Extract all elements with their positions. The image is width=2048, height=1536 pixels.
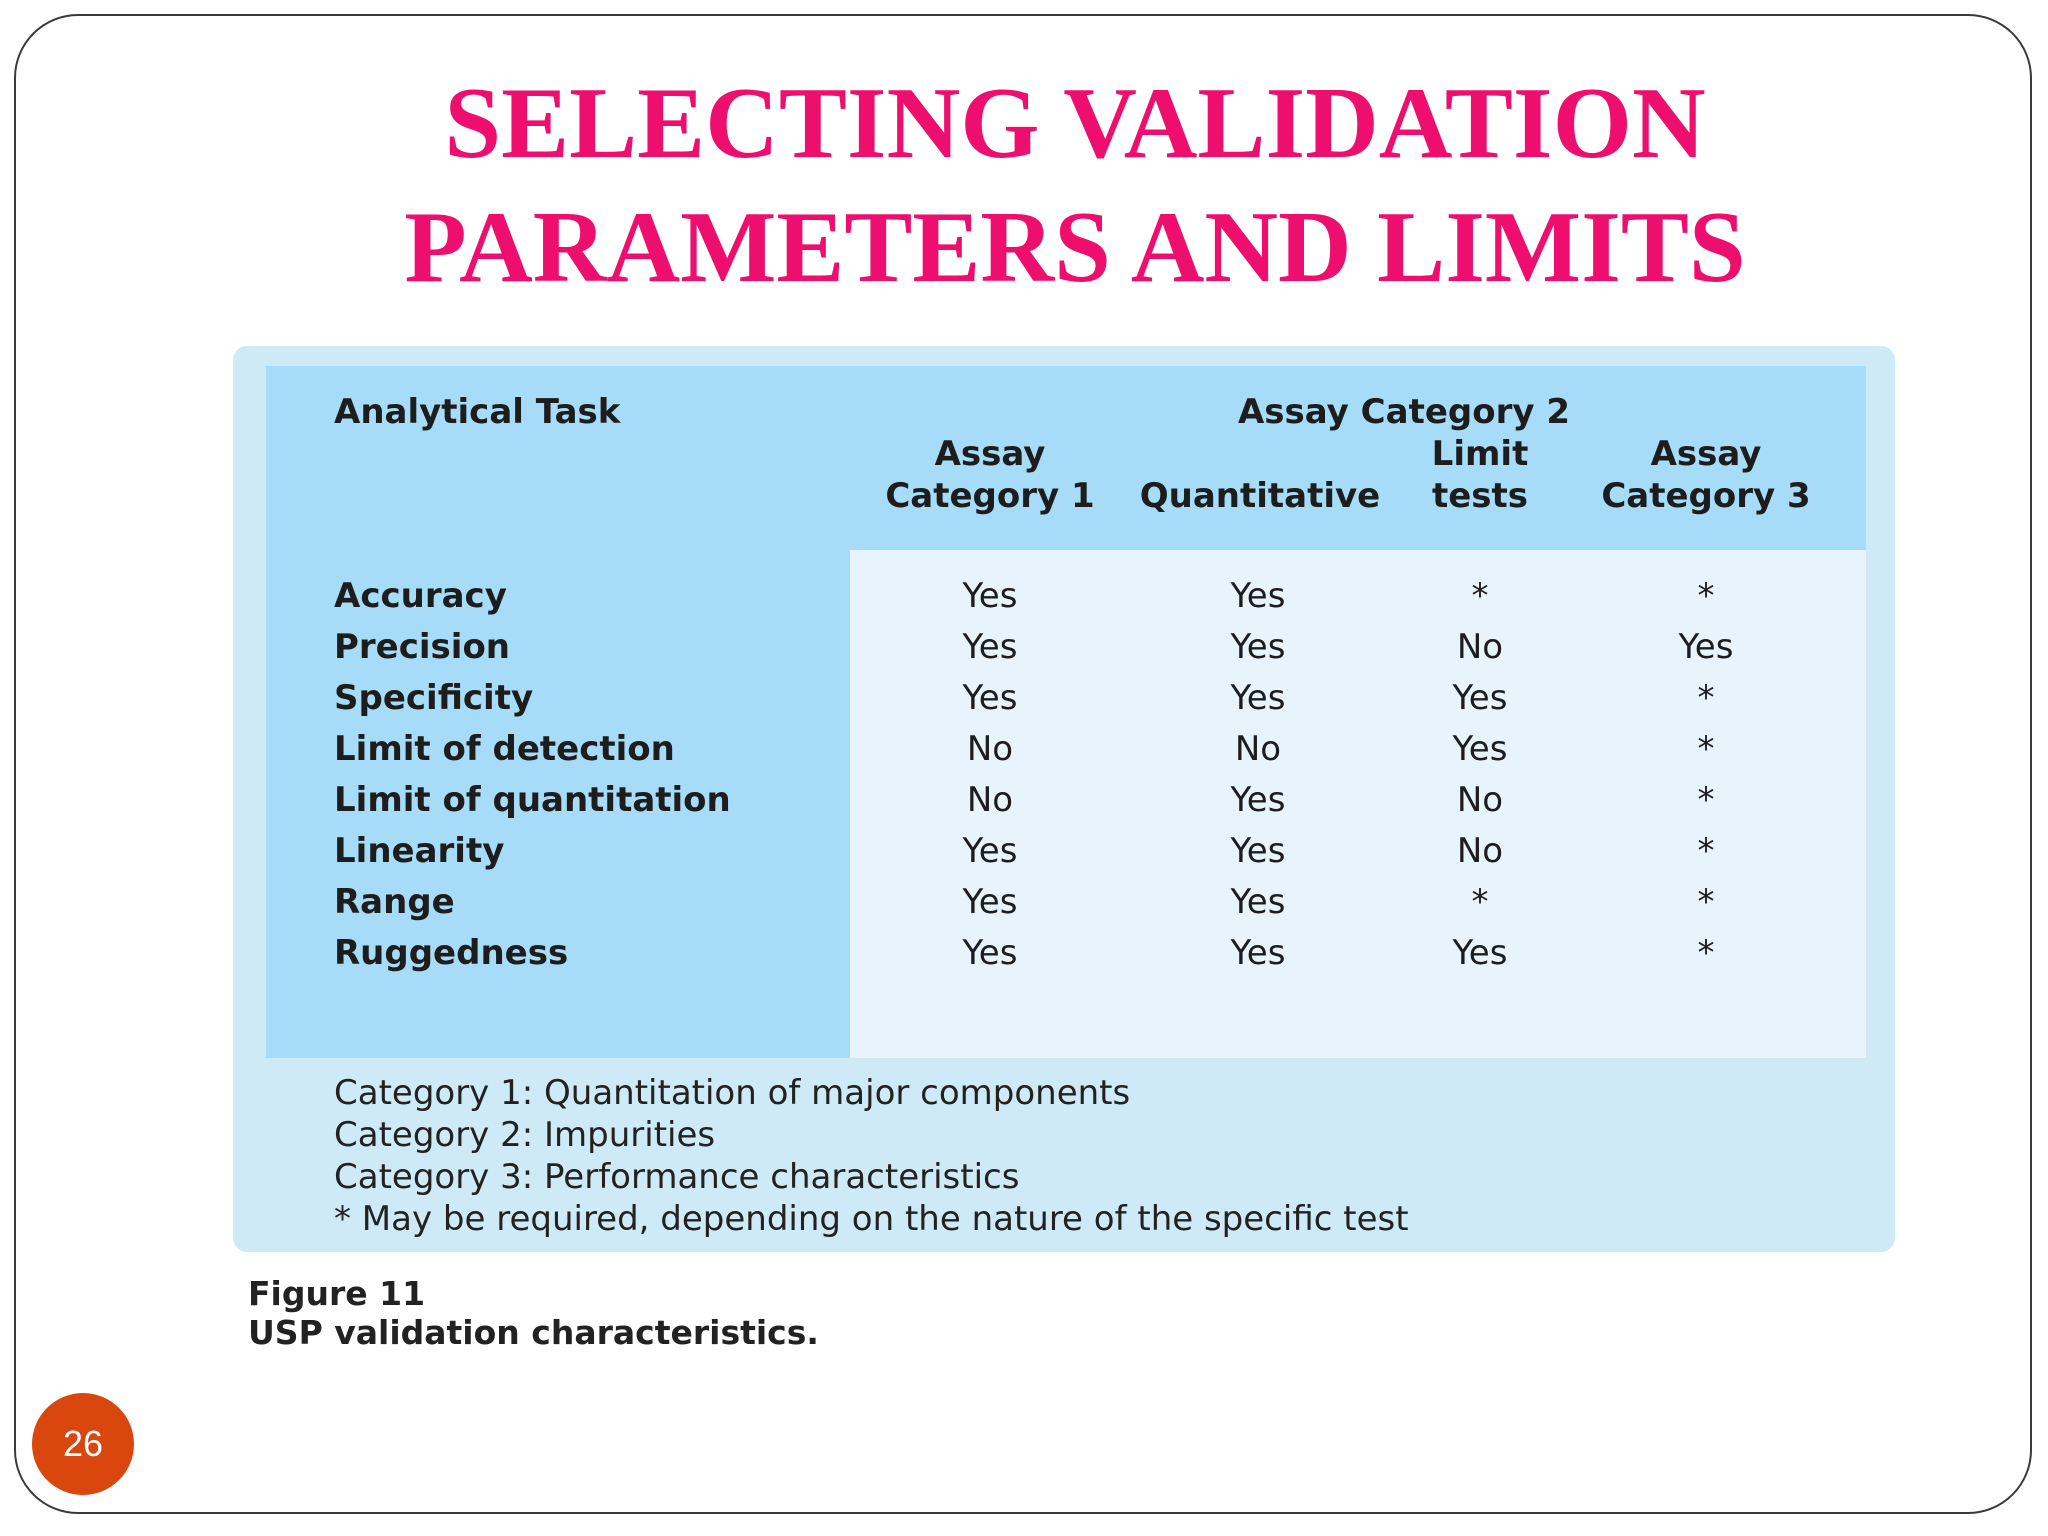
- cell-limit: No: [1456, 831, 1504, 871]
- row-label: Accuracy: [334, 576, 507, 616]
- cell-quantitative: Yes: [1230, 933, 1286, 973]
- note-footnote: * May be required, depending on the nature of the specific test: [334, 1199, 1409, 1239]
- col-header-limit-line1: Limit: [1431, 434, 1529, 474]
- cell-cat1: No: [966, 780, 1014, 820]
- cell-cat3: *: [1697, 780, 1715, 820]
- cell-cat3: *: [1697, 576, 1715, 616]
- cell-limit: Yes: [1452, 678, 1508, 718]
- note-category-2: Category 2: Impurities: [334, 1115, 716, 1155]
- cell-cat1: Yes: [962, 933, 1018, 973]
- row-label: Linearity: [334, 831, 505, 871]
- row-label: Precision: [334, 627, 511, 667]
- title-line-1: SELECTING VALIDATION: [444, 67, 1706, 180]
- cell-cat3: *: [1697, 882, 1715, 922]
- row-label: Limit of detection: [334, 729, 675, 769]
- assay-category-2-header: Assay Category 2: [1237, 392, 1570, 432]
- cell-limit: Yes: [1452, 729, 1508, 769]
- title-line-2: PARAMETERS AND LIMITS: [404, 191, 1746, 304]
- cell-cat1: Yes: [962, 627, 1018, 667]
- cell-quantitative: Yes: [1230, 780, 1286, 820]
- row-label: Specificity: [334, 678, 534, 718]
- col-header-cat1-line1: Assay: [934, 434, 1046, 474]
- cell-cat3: *: [1697, 729, 1715, 769]
- col-header-limit-line2: tests: [1431, 476, 1529, 516]
- cell-cat3: *: [1697, 678, 1715, 718]
- cell-quantitative: Yes: [1230, 831, 1286, 871]
- figure-caption: USP validation characteristics.: [248, 1313, 819, 1352]
- row-label: Range: [334, 882, 455, 922]
- cell-quantitative: Yes: [1230, 882, 1286, 922]
- col-header-cat3-line2: Category 3: [1601, 476, 1811, 516]
- cell-limit: No: [1456, 780, 1504, 820]
- cell-cat3: *: [1697, 933, 1715, 973]
- col-header-cat3-line1: Assay: [1650, 434, 1762, 474]
- cell-quantitative: Yes: [1230, 678, 1286, 718]
- cell-limit: *: [1471, 576, 1489, 616]
- cell-limit: No: [1456, 627, 1504, 667]
- cell-cat1: Yes: [962, 882, 1018, 922]
- cell-quantitative: No: [1234, 729, 1282, 769]
- note-category-1: Category 1: Quantitation of major components: [334, 1073, 1131, 1113]
- cell-cat1: Yes: [962, 831, 1018, 871]
- col-header-cat1-line2: Category 1: [885, 476, 1095, 516]
- row-label: Limit of quantitation: [334, 780, 731, 820]
- cell-cat3: Yes: [1678, 627, 1734, 667]
- cell-quantitative: Yes: [1230, 576, 1286, 616]
- cell-cat3: *: [1697, 831, 1715, 871]
- cell-cat1: No: [966, 729, 1014, 769]
- page-number-badge: 26: [32, 1393, 134, 1495]
- cell-quantitative: Yes: [1230, 627, 1286, 667]
- figure-label: Figure 11: [248, 1274, 426, 1313]
- cell-cat1: Yes: [962, 678, 1018, 718]
- note-category-3: Category 3: Performance characteristics: [334, 1157, 1020, 1197]
- row-label: Ruggedness: [334, 933, 569, 973]
- cell-limit: Yes: [1452, 933, 1508, 973]
- slide-title: [0, 62, 2048, 310]
- analytical-task-header: Analytical Task: [334, 392, 621, 432]
- cell-limit: *: [1471, 882, 1489, 922]
- col-header-quantitative: Quantitative: [1139, 476, 1381, 516]
- cell-cat1: Yes: [962, 576, 1018, 616]
